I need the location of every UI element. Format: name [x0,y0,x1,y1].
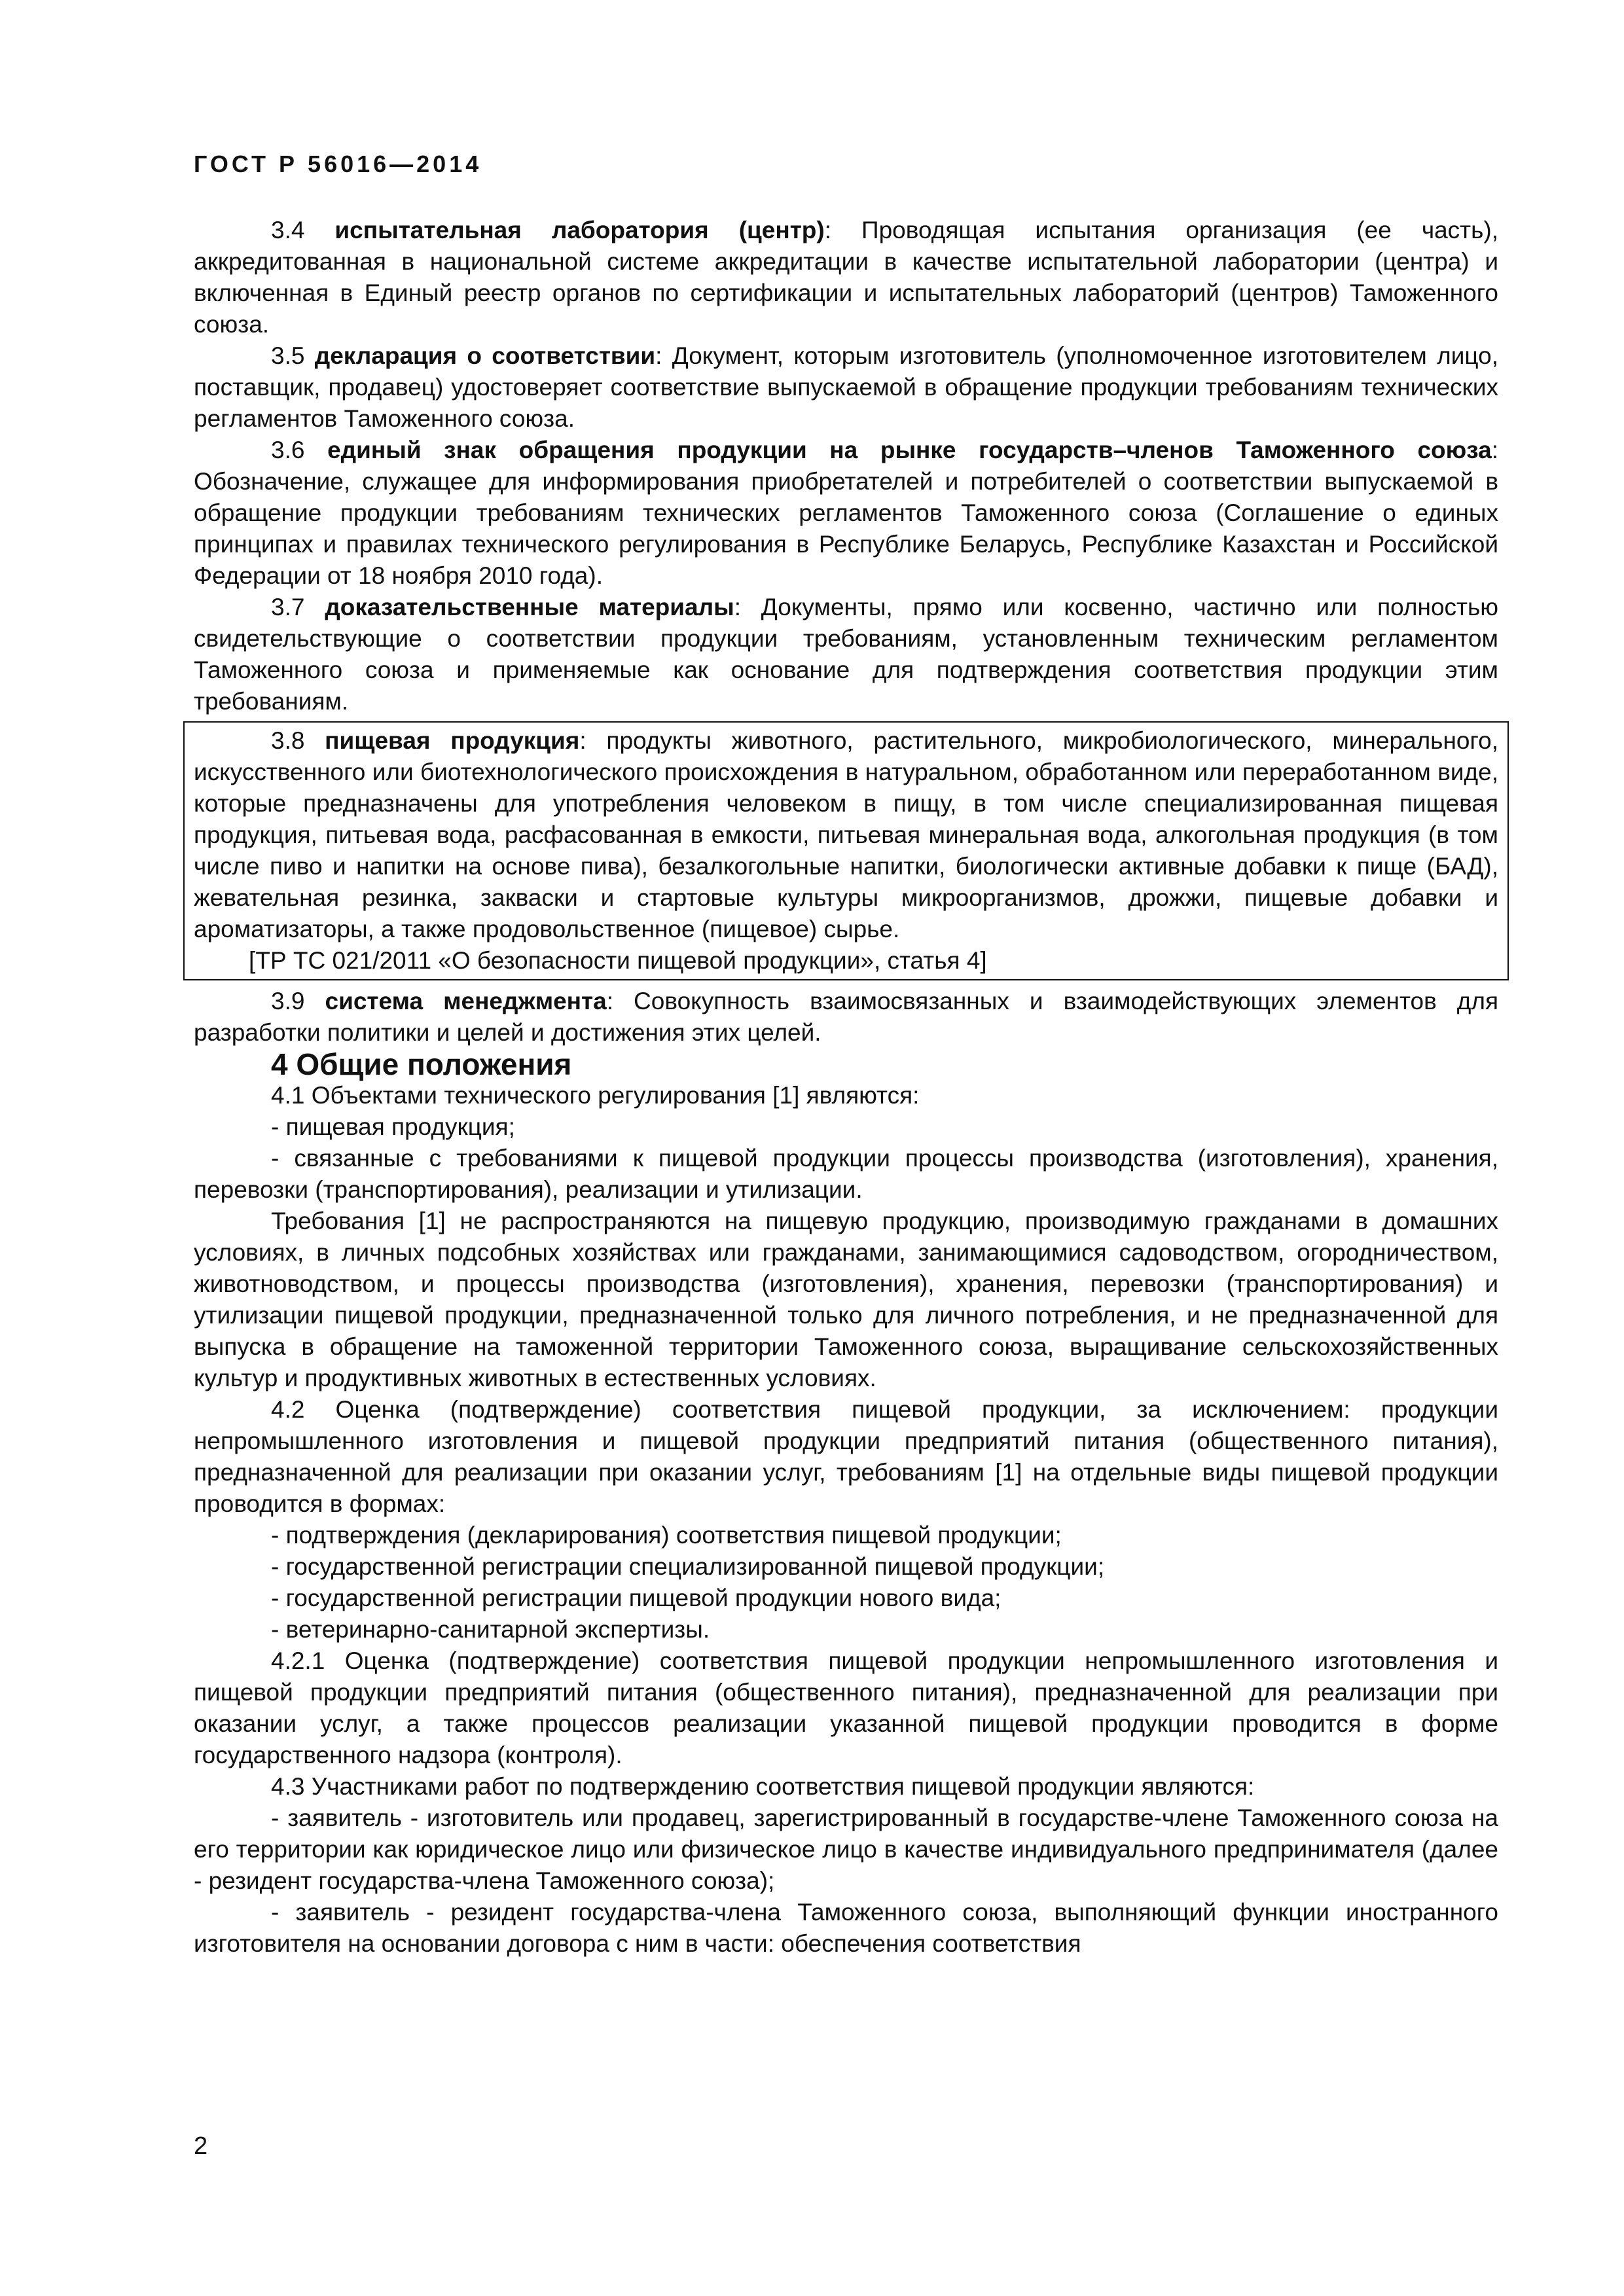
definition-text: : Проводящая испытания организация (ее часть), аккредитованная в национальной системе аккредитации в качестве испытательной лаборатории (центра) и включенная в Единый реестр органов по сертификации и испытательных лабораторий (центров) Таможенного союза. [194,217,1498,338]
list-item: - подтверждения (декларирования) соответствия пищевой продукции; [271,1522,1062,1549]
definition-text: : Совокупность взаимосвязанных и взаимодействующих элементов для разработки политики и целей и достижения этих целей. [194,988,1498,1046]
definition-3-4 [194,215,1498,340]
paragraph: Требования [1] не распространяются на пищевую продукцию, производимую гражданами в домашних условиях, в личных подсобных хозяйствах или гражданами, занимающимися садоводством, огородничеством, животноводством, и процессы производства (изготовления), хранения, перевозки (транспортирования) и утилизации пищевой продукции, предназначенной только для личного потребления, и не предназначенной для выпуска в обращение на таможенной территории Таможенного союза, выращивание сельскохозяйственных культур и продуктивных животных в естественных условиях. [194,1208,1498,1391]
definition-term: декларация о соответствии [314,342,656,369]
paragraph: 4.3 Участниками работ по подтверждению соответствия пищевой продукции являются: [271,1773,1255,1800]
document-body [194,215,1498,1960]
definition-number: 3.4 [271,217,305,243]
list-item: - ветеринарно-санитарной экспертизы. [271,1616,710,1643]
document-header: ГОСТ Р 56016—2014 [194,151,482,177]
definition-number: 3.6 [271,437,305,463]
definition-term: испытательная лаборатория (центр) [334,217,825,243]
definition-number: 3.9 [271,988,305,1014]
definition-term: система менеджмента [325,988,607,1014]
definition-3-6 [194,435,1498,592]
definition-text: : Документы, прямо или косвенно, частично или полностью свидетельствующие о соответствии продукции требованиям, установленным техническим регламентом Таможенного союза и применяемые как основание для подтверждения соответствия продукции этим требованиям. [194,594,1498,715]
definition-3-8 [194,725,1498,945]
list-item: - государственной регистрации специализированной пищевой продукции; [271,1553,1105,1580]
definition-source: [ТР ТС 021/2011 «О безопасности пищевой продукции», статья 4] [249,947,987,974]
definition-3-5 [194,340,1498,435]
paragraph: 4.2 Оценка (подтверждение) соответствия пищевой продукции, за исключением: продукции непромышленного изготовления и пищевой продукции предприятий питания (общественного питания), предназначенной для реализации при оказании услуг, требованиям [1] на отдельные виды пищевой продукции проводится в формах: [194,1396,1498,1517]
section-title: 4 Общие положения [271,1047,572,1081]
list-item: - заявитель - изготовитель или продавец, зарегистрированный в государстве-члене Таможенного союза на его территории как юридическое лицо или физическое лицо в качестве индивидуального предпринимателя (далее - резидент государства-члена Таможенного союза); [194,1804,1498,1894]
definition-term: доказательственные материалы [325,594,734,620]
paragraph: 4.2.1 Оценка (подтверждение) соответствия пищевой продукции непромышленного изготовления и пищевой продукции предприятий питания (общественного питания), предназначенной для реализации при оказании услуг, а также процессов реализации указанной пищевой продукции проводится в форме государственного надзора (контроля). [194,1647,1498,1768]
list-item: - государственной регистрации пищевой продукции нового вида; [271,1585,1001,1611]
definition-number: 3.7 [271,594,305,620]
definition-number: 3.5 [271,342,305,369]
page-number: 2 [194,2132,208,2160]
list-item: - связанные с требованиями к пищевой продукции процессы производства (изготовления), хранения, перевозки (транспортирования), реализации и утилизации. [194,1145,1498,1203]
definition-text: : Обозначение, служащее для информирования приобретателей и потребителей о соответствии выпускаемой в обращение продукции требованиям технических регламентов Таможенного союза (Соглашение о единых принципах и правилах технического регулирования в Республике Беларусь, Республике Казахстан и Российской Федерации от 18 ноября 2010 года). [194,437,1498,589]
definition-text: : Документ, которым изготовитель (уполномоченное изготовителем лицо, поставщик, продавец) удостоверяет соответствие выпускаемой в обращение продукции требованиям технических регламентов Таможенного союза. [194,342,1498,432]
boxed-definition-3-8 [183,721,1509,980]
definition-number: 3.8 [271,727,305,754]
definition-text: : продукты животного, растительного, микробиологического, минерального, искусственного или биотехнологического происхождения в натуральном, обработанном или переработанном виде, которые предназначены для употребления человеком в пищу, в том числе специализированная пищевая продукция, питьевая вода, расфасованная в емкости, питьевая минеральная вода, алкогольная продукция (в том числе пиво и напитки на основе пива), безалкогольные напитки, биологически активные добавки к пище (БАД), жевательная резинка, закваски и стартовые культуры микроорганизмов, дрожжи, пищевые добавки и ароматизаторы, а также продовольственное (пищевое) сырье. [194,727,1499,942]
paragraph: 4.1 Объектами технического регулирования [1] являются: [271,1082,920,1109]
definition-3-7 [194,592,1498,717]
definition-term: единый знак обращения продукции на рынке государств–членов Таможенного союза [327,437,1492,463]
definition-term: пищевая продукция [325,727,580,754]
list-item: - заявитель - резидент государства-члена Таможенного союза, выполняющий функции иностранного изготовителя на основании договора с ним в части: обеспечения соответствия [194,1899,1498,1957]
definition-3-9 [194,986,1498,1049]
list-item: - пищевая продукция; [271,1113,515,1140]
